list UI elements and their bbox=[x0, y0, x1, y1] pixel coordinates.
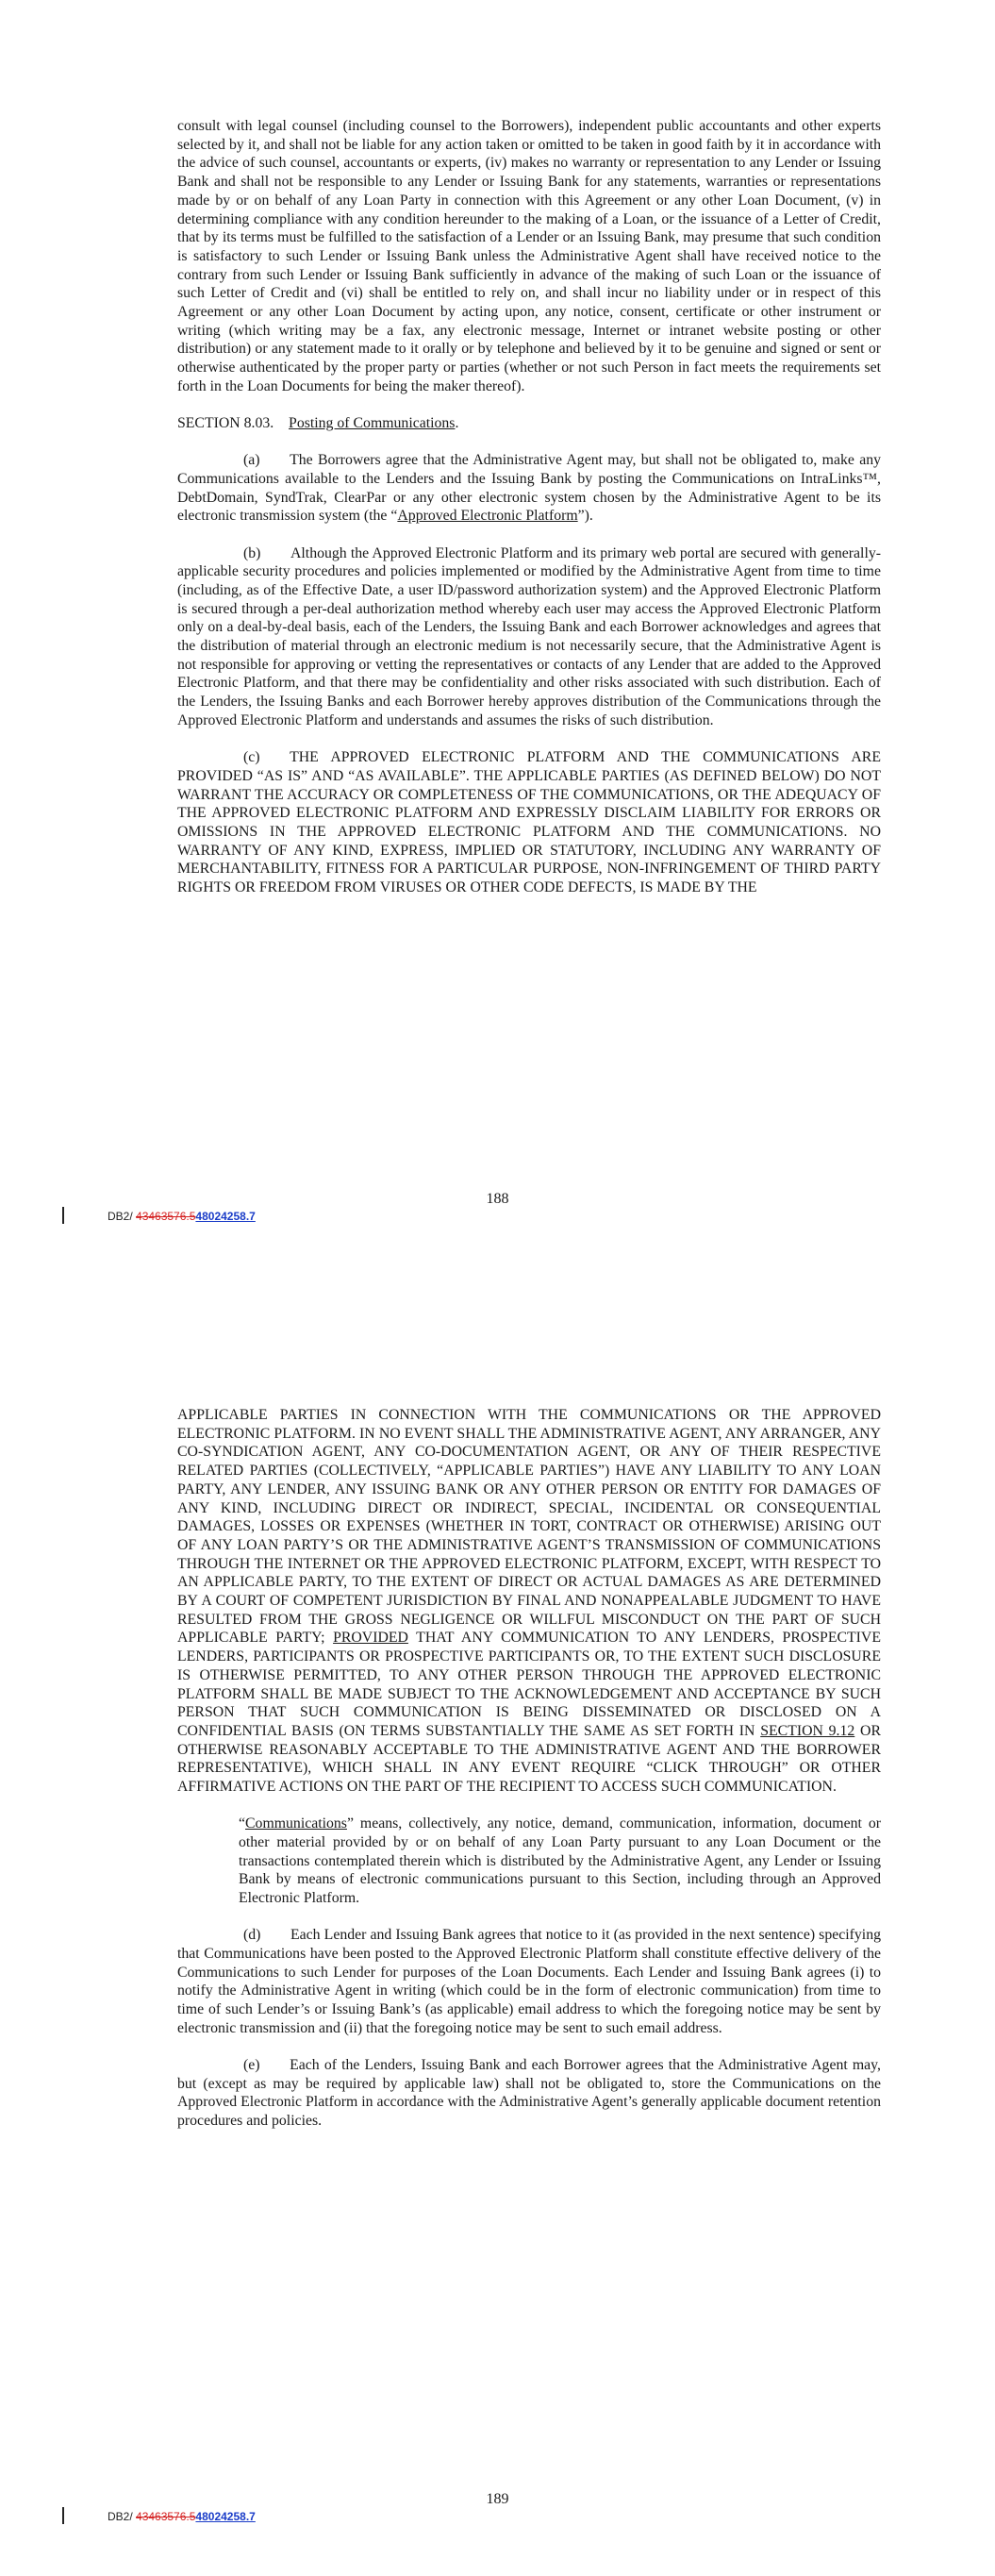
page-number: 189 bbox=[486, 2491, 509, 2507]
section-reference-link: SECTION 9.12 bbox=[760, 1722, 855, 1739]
document-page bbox=[0, 1246, 995, 2576]
definition-communications bbox=[239, 1815, 881, 1908]
document-id bbox=[108, 1209, 256, 1224]
caps-text-3: OR OTHERWISE REASONABLY ACCEPTABLE TO THE ADMINISTRATIVE AGENT AND THE BORROWER REPRESENTATIVE), WHICH SHALL IN ANY EVENT REQUIRE “CLICK THROUGH” OR OTHER AFFIRMATIVE ACTIONS ON THE PART OF THE RECIPIENT TO ACCESS SUCH COMMUNICATION. bbox=[177, 1722, 881, 1796]
defined-term-communications: Communications bbox=[245, 1815, 347, 1832]
section-number: SECTION 8.03. bbox=[177, 415, 290, 432]
document-id-prefix: DB2/ bbox=[108, 1210, 137, 1223]
caps-text-1: APPLICABLE PARTIES IN CONNECTION WITH THE COMMUNICATIONS OR THE APPROVED ELECTRONIC PLATFORM. IN NO EVENT SHALL THE ADMINISTRATIVE AGENT, ANY ARRANGER, ANY CO-SYNDICATION AGENT, ANY CO-DOCUMENTATION AGENT, OR ANY OF THEIR RESPECTIVE RELATED PARTIES (COLLECTIVELY, “APPLICABLE PARTIES”) HAVE ANY LIABILITY TO ANY LOAN PARTY, ANY LENDER, ANY ISSUING BANK OR ANY OTHER PERSON OR ENTITY FOR DAMAGES OF ANY KIND, INCLUDING DIRECT OR INDIRECT, SPECIAL, INCIDENTAL OR CONSEQUENTIAL DAMAGES, LOSSES OR EXPENSES (WHETHER IN TORT, CONTRACT OR OTHERWISE) ARISING OUT OF ANY LOAN PARTY’S OR THE ADMINISTRATIVE AGENT’S TRANSMISSION OF COMMUNICATIONS THROUGH THE INTERNET OR THE APPROVED ELECTRONIC PLATFORM, EXCEPT, WITH RESPECT TO AN APPLICABLE PARTY, TO THE EXTENT OF DIRECT OR ACTUAL DAMAGES AS ARE DETERMINED BY A COURT OF COMPETENT JURISDICTION BY FINAL AND NONAPPEALABLE JUDGMENT TO HAVE RESULTED FROM THE GROSS NEGLIGENCE OR WILLFUL MISCONDUCT ON THE PART OF SUCH APPLICABLE PARTY; bbox=[177, 1407, 881, 1647]
paragraph-c: (c) THE APPROVED ELECTRONIC PLATFORM AND THE COMMUNICATIONS ARE PROVIDED “AS IS” AND “AS AVAILABLE”. THE APPLICABLE PARTIES (AS DEFINED BELOW) DO NOT WARRANT THE ACCURACY OR COMPLETENESS OF THE COMMUNICATIONS, OR THE ADEQUACY OF THE APPROVED ELECTRONIC PLATFORM AND EXPRESSLY DISCLAIM LIABILITY FOR ERRORS OR OMISSIONS IN THE APPROVED ELECTRONIC PLATFORM AND THE COMMUNICATIONS. NO WARRANTY OF ANY KIND, EXPRESS, IMPLIED OR STATUTORY, INCLUDING ANY WARRANTY OF MERCHANTABILITY, FITNESS FOR A PARTICULAR PURPOSE, NON-INFRINGEMENT OF THIRD PARTY RIGHTS OR FREEDOM FROM VIRUSES OR OTHER CODE DEFECTS, IS MADE BY THE bbox=[177, 749, 881, 896]
document-id-deleted: 43463576.5 bbox=[136, 1210, 196, 1223]
paragraph-b: (b) Although the Approved Electronic Platform and its primary web portal are secured with generally-applicable security procedures and policies implemented or modified by the Administrative Agent from time to time (including, as of the Effective Date, a user ID/password authorization system) and the Approved Electronic Platform is secured through a per-deal authorization method whereby each user may access the Approved Electronic Platform only on a deal-by-deal basis, each of the Lenders, the Issuing Bank and each Borrower acknowledges and agrees that the distribution of material through an electronic medium is not necessarily secure, that the Administrative Agent is not responsible for approving or vetting the representatives or contacts of any Lender that are added to the Approved Electronic Platform, and that there may be confidentiality and other risks associated with such distribution. Each of the Lenders, the Issuing Banks and each Borrower hereby approves distribution of the Communications through the Approved Electronic Platform and understands and assumes the risks of such distribution. bbox=[177, 544, 881, 728]
document-id-inserted: 48024258.7 bbox=[195, 1210, 256, 1223]
provided-term: PROVIDED bbox=[333, 1630, 408, 1647]
paragraph-continuation: consult with legal counsel (including counsel to the Borrowers), independent public accountants and other experts selected by it, and shall not be liable for any action taken or omitted to be taken in good faith by it in accordance with the advice of such counsel, accountants or experts, (iv) makes no warranty or representation to any Lender or Issuing Bank and shall not be responsible to any Lender or Issuing Bank for any statements, warranties or representations made by or on behalf of any Loan Party in connection with this Agreement or any other Loan Document, (v) in determining compliance with any condition hereunder to the making of a Loan, or the issuance of a Letter of Credit, that by its terms must be fulfilled to the satisfaction of a Lender or an Issuing Bank, may presume that such condition is satisfactory to such Lender or Issuing Bank unless the Administrative Agent shall have received notice to the contrary from such Lender or Issuing Bank sufficiently in advance of the making of such Loan or the issuance of such Letter of Credit and (vi) shall be entitled to rely on, and shall incur no liability under or in respect of this Agreement or any other Loan Document by acting upon, any notice, consent, certificate or other instrument or writing (which writing may be a fax, any electronic message, Internet or intranet website posting or other distribution) or any statement made to it orally or by telephone and believed by it to be genuine and signed or sent or otherwise authenticated by the proper party or parties (whether or not such Person in fact meets the requirements set forth in the Loan Documents for being the maker thereof). bbox=[177, 118, 881, 394]
page-number: 188 bbox=[486, 1191, 509, 1207]
paragraph-a-text: (a) The Borrowers agree that the Administrative Agent may, but shall not be obligated to, make any Communications available to the Lenders and the Issuing Bank by posting the Communications on IntraLinks™, DebtDomain, SyndTrak, ClearPar or any other electronic system chosen by the Administrative Agent to be its electronic transmission system (the “ bbox=[177, 452, 881, 525]
document-id-prefix: DB2/ bbox=[108, 2510, 137, 2523]
document-id-deleted: 43463576.5 bbox=[136, 2510, 196, 2523]
section-title: Posting of Communications bbox=[289, 415, 456, 432]
section-heading bbox=[177, 414, 881, 433]
paragraph-a bbox=[177, 451, 881, 526]
section-heading-suffix: . bbox=[455, 415, 459, 432]
document-page bbox=[0, 0, 995, 1246]
page-body bbox=[177, 1406, 881, 2131]
page-body bbox=[177, 117, 881, 897]
definition-open-quote: “ bbox=[239, 1815, 246, 1832]
change-bar bbox=[62, 1207, 64, 1224]
defined-term-platform: Approved Electronic Platform bbox=[397, 508, 578, 525]
paragraph-e: (e) Each of the Lenders, Issuing Bank and each Borrower agrees that the Administrative Agent may, but (except as may be required by applicable law) shall not be obligated to, store the Communications on the Approved Electronic Platform in accordance with the Administrative Agent’s generally applicable document retention procedures and policies. bbox=[177, 2057, 881, 2130]
document-id bbox=[108, 2509, 256, 2524]
caps-text-2: THAT ANY COMMUNICATION TO ANY LENDERS, PROSPECTIVE LENDERS, PARTICIPANTS OR PROSPECTIVE PARTICIPANTS OR, TO THE EXTENT SUCH DISCLOSURE IS OTHERWISE PERMITTED, TO ANY OTHER PERSON THROUGH THE APPROVED ELECTRONIC PLATFORM SHALL BE MADE SUBJECT TO THE ACKNOWLEDGEMENT AND ACCEPTANCE BY SUCH PERSON THAT SUCH COMMUNICATION IS BEING DISSEMINATED OR DISCLOSED ON A CONFIDENTIAL BASIS (ON TERMS SUBSTANTIALLY THE SAME AS SET FORTH IN bbox=[177, 1630, 881, 1739]
paragraph-c-continued bbox=[177, 1406, 881, 1797]
document-id-inserted: 48024258.7 bbox=[195, 2510, 256, 2523]
definition-text: ” means, collectively, any notice, demand, communication, information, document or other material provided by or on behalf of any Loan Party pursuant to any Loan Document or the transactions contemplated therein which is distributed by the Administrative Agent, any Lender or Issuing Bank by means of electronic communications pursuant to this Section, including through an Approved Electronic Platform. bbox=[239, 1815, 881, 1907]
paragraph-d: (d) Each Lender and Issuing Bank agrees that notice to it (as provided in the next sentence) specifying that Communications have been posted to the Approved Electronic Platform shall constitute effective delivery of the Communications to such Lender for purposes of the Loan Documents. Each Lender and Issuing Bank agrees (i) to notify the Administrative Agent in writing (which could be in the form of electronic communication) from time to time of such Lender’s or Issuing Bank’s (as applicable) email address to which the foregoing notice may be sent by electronic transmission and (ii) that the foregoing notice may be sent to such email address. bbox=[177, 1927, 881, 2036]
paragraph-a-end: ”). bbox=[577, 508, 593, 525]
change-bar bbox=[62, 2507, 64, 2524]
